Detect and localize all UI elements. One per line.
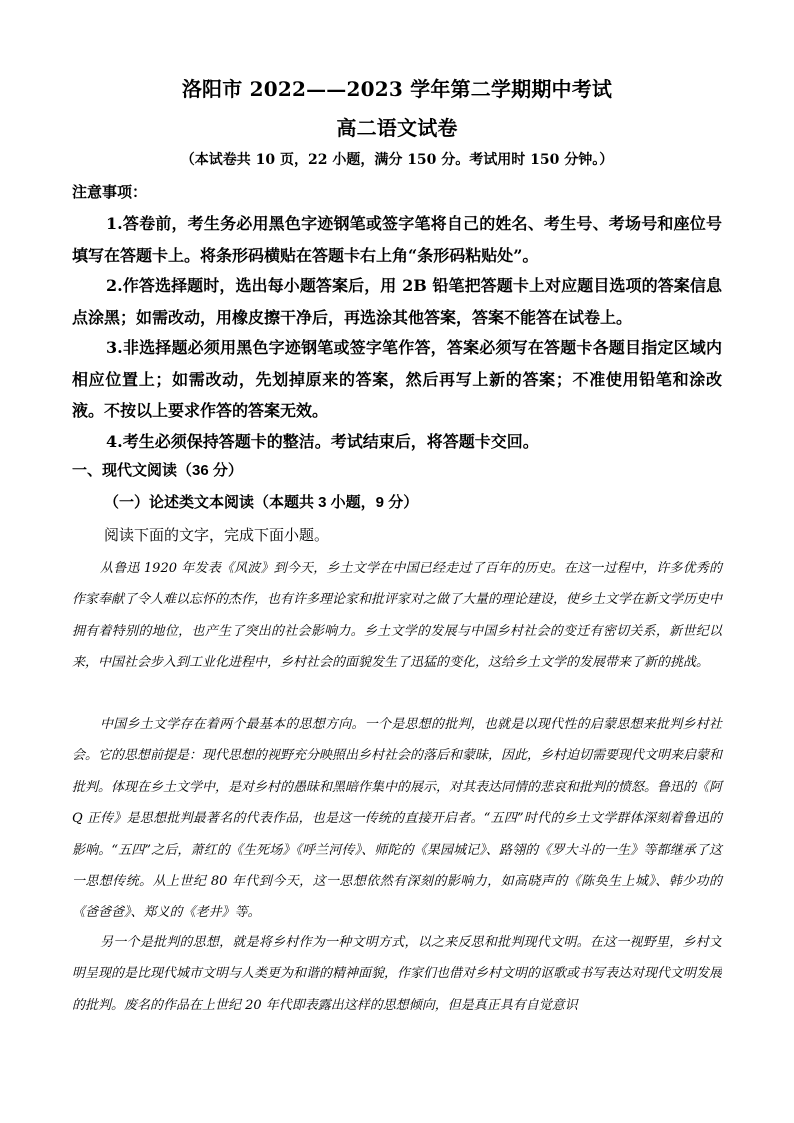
notice-item-3: 3.非选择题必须用黑色字迹钢笔或签字笔作答，答案必须写在答题卡各题目指定区域内相应位置上；如需改动，先划掉原来的答案，然后再写上新的答案；不准使用铅笔和涂改液。不按以上要求作答的答案无效。 <box>72 338 722 420</box>
section-heading: 一、现代文阅读（36 分） <box>72 462 243 479</box>
notice-item-4: 4.考生必须保持答题卡的整洁。考试结束后，将答题卡交回。 <box>106 432 539 451</box>
exam-subtitle: 高二语文试卷 <box>336 116 458 140</box>
passage-paragraph-1: 从鲁迅 1920 年发表《风波》到今天，乡土文学在中国已经走过了百年的历史。在这一过程中，许多优秀的作家奉献了令人难以忘怀的杰作，也有许多理论家和批评家对之做了大量的理论建设，使乡土文学在新文学历史中拥有着特别的地位，也产生了突出的社会影响力。乡土文学的发展与中国乡村社会的变迁有密切关系，新世纪以来，中国社会步入到工业化进程中，乡村社会的面貌发生了迅猛的变化，这给乡土文学的发展带来了新的挑战。 <box>72 561 723 671</box>
exam-title: 洛阳市 2022——2023 学年第二学期期中考试 <box>181 77 613 101</box>
notice-item-2: 2.作答选择题时，选出每小题答案后，用 2B 铅笔把答题卡上对应题目选项的答案信息点涂黑；如需改动，用橡皮擦干净后，再选涂其他答案，答案不能答在试卷上。 <box>72 276 722 327</box>
reading-instruction: 阅读下面的文字，完成下面小题。 <box>104 527 330 544</box>
exam-info: （本试卷共 10 页，22 小题，满分 150 分。考试用时 150 分钟。） <box>180 152 614 168</box>
passage-paragraph-3: 另一个是批判的思想，就是将乡村作为一种文明方式，以之来反思和批判现代文明。在这一视野里，乡村文明呈现的是比现代城市文明与人类更为和谐的精神面貌，作家们也借对乡村文明的讴歌或书写表达对现代文明发展的批判。废名的作品在上世纪 20 年代即表露出这样的思想倾向，但是真正具有自觉意识 <box>72 935 722 1013</box>
subsection-heading: （一）论述类文本阅读（本题共 3 小题，9 分） <box>104 494 419 511</box>
notice-title: 注意事项： <box>72 183 148 201</box>
passage-paragraph-2: 中国乡土文学存在着两个最基本的思想方向。一个是思想的批判，也就是以现代性的启蒙思想来批判乡村社会。它的思想前提是：现代思想的视野充分映照出乡村社会的落后和蒙昧，因此，乡村迫切需要现代文明来启蒙和批判。体现在乡土文学中，是对乡村的愚昧和黑暗作集中的展示，对其表达同情的悲哀和批判的愤怒。鲁迅的《阿 Q 正传》是思想批判最著名的代表作品，也是这一传统的直接开启者。“五四”时代的乡土文学群体深刻着鲁迅的影响。“五四”之后，萧红的《生死场》《呼兰河传》、师陀的《果园城记》、路翎的《罗大斗的一生》等都继承了这一思想传统。从上世纪 80 年代到今天，这一思想依然有深刻的影响力，如高晓声的《陈奂生上城》、韩少功的《爸爸爸》、郑义的《老井》等。 <box>72 717 723 921</box>
notice-item-1: 1.答卷前，考生务必用黑色字迹钢笔或签字笔将自己的姓名、考生号、考场号和座位号填写在答题卡上。将条形码横贴在答题卡右上角“条形码粘贴处”。 <box>72 214 722 265</box>
